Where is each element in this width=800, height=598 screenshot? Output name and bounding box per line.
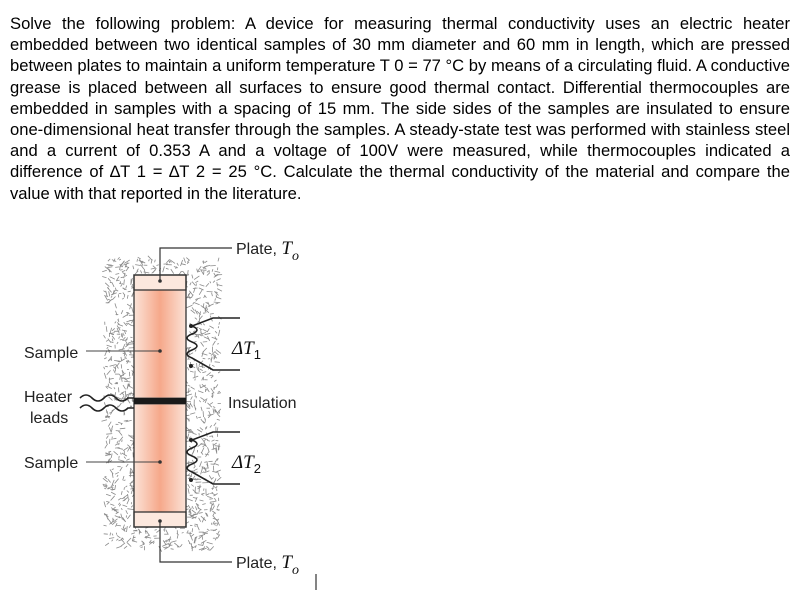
bottom-sample bbox=[134, 404, 186, 512]
heater-leads-wires bbox=[80, 395, 134, 411]
plate-top-label: Plate, To bbox=[236, 238, 299, 264]
top-sample bbox=[134, 290, 186, 398]
insulation-label: Insulation bbox=[228, 395, 297, 412]
sample-bottom-label: Sample bbox=[24, 455, 79, 472]
heater bbox=[134, 398, 186, 404]
sample-top-label: Sample bbox=[24, 345, 79, 362]
delta-t2-label: $\Delta T_2$ bbox=[232, 452, 261, 476]
delta-t1-label: $\Delta T_1$ bbox=[232, 338, 261, 362]
plate-bottom-label: Plate, To bbox=[236, 552, 299, 578]
problem-statement: Solve the following problem: A device for measuring thermal conductivity uses an electric heater embedded between two identical samples of 30 mm diameter and 60 mm in length, which are pressed between plates to maintain a uniform temperature T 0 = 77 °C by means of a circulating fluid. A conductive grease is placed between all surfaces to ensure good thermal contact. Differential thermocouples are embedded in samples with a spacing of 15 mm. The side sides of the samples are insulated to ensure one-dimensional heat transfer through the samples. A steady-state test was performed with stainless steel and a current of 0.353 A and a voltage of 100V were measured, while thermocouples indicated a difference of ∆T 1 = ∆T 2 = 25 °C. Calculate the thermal conductivity of the material and compare the value with that reported in the literature. bbox=[10, 14, 790, 203]
heater-label: Heater bbox=[24, 389, 73, 406]
leads-label: leads bbox=[30, 410, 69, 427]
